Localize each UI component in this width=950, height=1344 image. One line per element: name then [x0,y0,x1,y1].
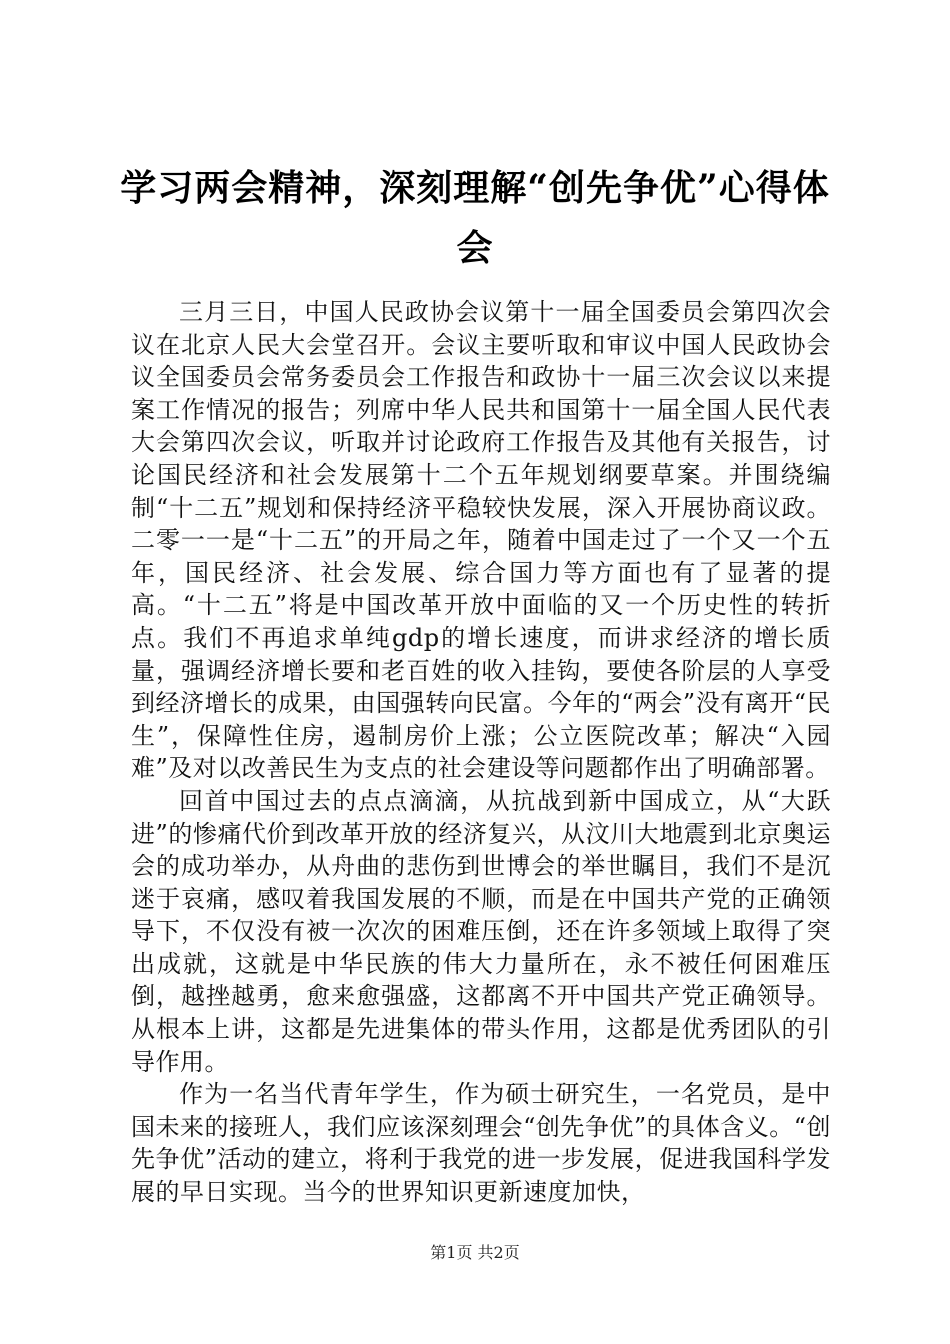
document-title: 学习两会精神，深刻理解“创先争优”心得体会 [120,167,830,269]
paragraph-2: 回首中国过去的点点滴滴，从抗战到新中国成立，从“大跃进”的惨痛代价到改革开放的经济复兴，从汶川大地震到北京奥运会的成功举办，从舟曲的悲伤到世博会的举世瞩目，我们不是沉迷于哀痛，感叹着我国发展的不顺，而是在中国共产党的正确领导下，不仅没有被一次次的困难压倒，还在许多领域上取得了突出成就，这就是中华民族的伟大力量所在，永不被任何困难压倒，越挫越勇，愈来愈强盛，这都离不开中国共产党正确领导。从根本上讲，这都是先进集体的带头作用，这都是优秀团队的引导作用。 [131,786,831,1076]
paragraph-3: 作为一名当代青年学生，作为硕士研究生，一名党员，是中国未来的接班人，我们应该深刻理会“创先争优”的具体含义。“创先争优”活动的建立，将利于我党的进一步发展，促进我国科学发展的早日实现。当今的世界知识更新速度加快， [131,1080,831,1207]
document-body [131,296,831,1209]
page-footer: 第1页 共2页 [430,1243,520,1262]
paragraph-1: 三月三日，中国人民政协会议第十一届全国委员会第四次会议在北京人民大会堂召开。会议主要听取和审议中国人民政协会议全国委员会常务委员会工作报告和政协十一届三次会议以来提案工作情况的报告；列席中华人民共和国第十一届全国人民代表大会第四次会议，听取并讨论政府工作报告及其他有关报告，讨论国民经济和社会发展第十二个五年规划纲要草案。并围绕编制“十二五”规划和保持经济平稳较快发展，深入开展协商议政。二零一一是“十二五”的开局之年，随着中国走过了一个又一个五年，国民经济、社会发展、综合国力等方面也有了显著的提高。“十二五”将是中国改革开放中面临的又一个历史性的转折点。我们不再追求单纯gdp的增长速度，而讲求经济的增长质量，强调经济增长要和老百姓的收入挂钩，要使各阶层的人享受到经济增长的成果，由国强转向民富。今年的“两会”没有离开“民生”，保障性住房，遏制房价上涨；公立医院改革；解决“入园难”及对以改善民生为支点的社会建设等问题都作出了明确部署。 [131,298,831,783]
